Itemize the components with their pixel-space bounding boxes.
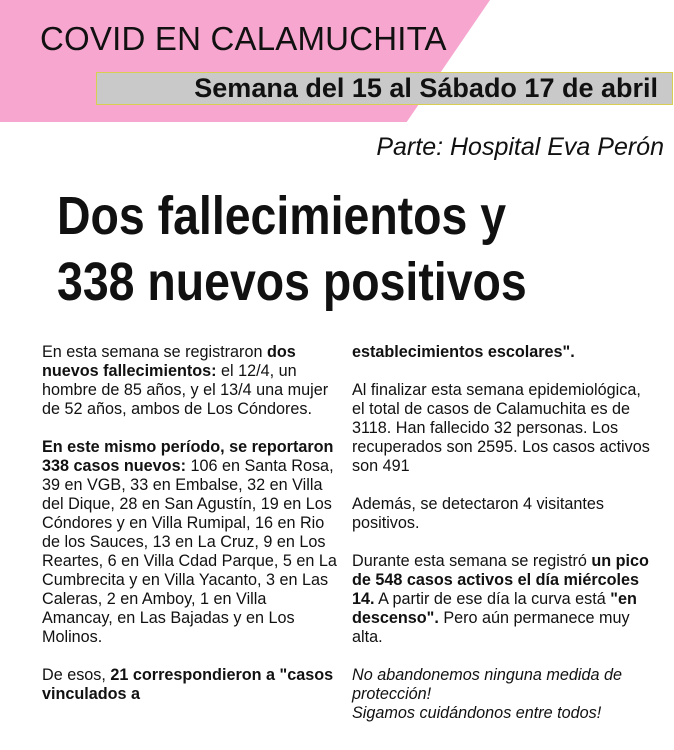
banner-title: COVID EN CALAMUCHITA [40,20,447,57]
week-banner [96,72,673,105]
bold-text: un pico de 548 casos activos el día miércoles 14. [352,552,649,608]
bold-text: dos nuevos fallecimientos: [42,343,296,380]
headline-line-1: Dos fallecimientos y [57,186,507,246]
paragraph-visitors: Además, se detectaron 4 visitantes positivos. [352,495,604,532]
paragraph-new-cases [42,438,338,647]
headline-line-2: 338 nuevos positivos [57,252,527,312]
text: 106 en Santa Rosa, 39 en VGB, 33 en Embalse, 32 en Villa del Dique, 28 en San Agustín, 19 en Los Cóndores y en Villa Rumipal, 16 en Rio de los Sauces, 13 en La Cruz, 9 en Los Reartes, 6 en Villa Cdad Parque, 5 en La Cumbrecita y en Villa Yacanto, 3 en Las Caleras, 2 en Amboy, 1 en Villa Amancay, en Las Bajadas y en Los Molinos. [42,457,337,646]
bold-text: "en descenso". [352,590,637,627]
article-column-right [352,343,652,723]
paragraph-peak [352,552,652,647]
text: A partir de ese día la curva está [374,590,611,608]
text: Pero aún permanece muy alta. [352,609,630,646]
bold-text: establecimientos escolares". [352,343,575,361]
paragraph-deaths [42,343,338,419]
text: De esos, [42,666,111,684]
headline [57,183,582,315]
bold-text: 21 correspondieron a "casos vinculados a [42,666,334,703]
text: Durante esta semana se registró [352,552,592,570]
closing-line-2: Sigamos cuidándonos entre todos! [352,704,602,722]
article-column-left [42,343,338,704]
closing-line-1: No abandonemos ninguna medida de protección! [352,666,622,703]
paragraph-school-cases [42,666,338,704]
source-credit: Parte: Hospital Eva Perón [376,133,664,161]
closing-message [352,666,652,723]
week-label: Semana del 15 al Sábado 17 de abril [194,73,658,103]
text: el 12/4, un hombre de 85 años, y el 13/4 una mujer de 52 años, ambos de Los Cóndores. [42,362,329,418]
paragraph-school-cases-cont [352,343,652,362]
bold-text: En este mismo período, se reportaron 338 casos nuevos: [42,438,334,475]
text: En esta semana se registraron [42,343,267,361]
paragraph-totals: Al finalizar esta semana epidemiológica, el total de casos de Calamuchita es de 3118. Han fallecido 32 personas. Los recuperados son 2595. Los casos activos son 491 [352,381,650,475]
